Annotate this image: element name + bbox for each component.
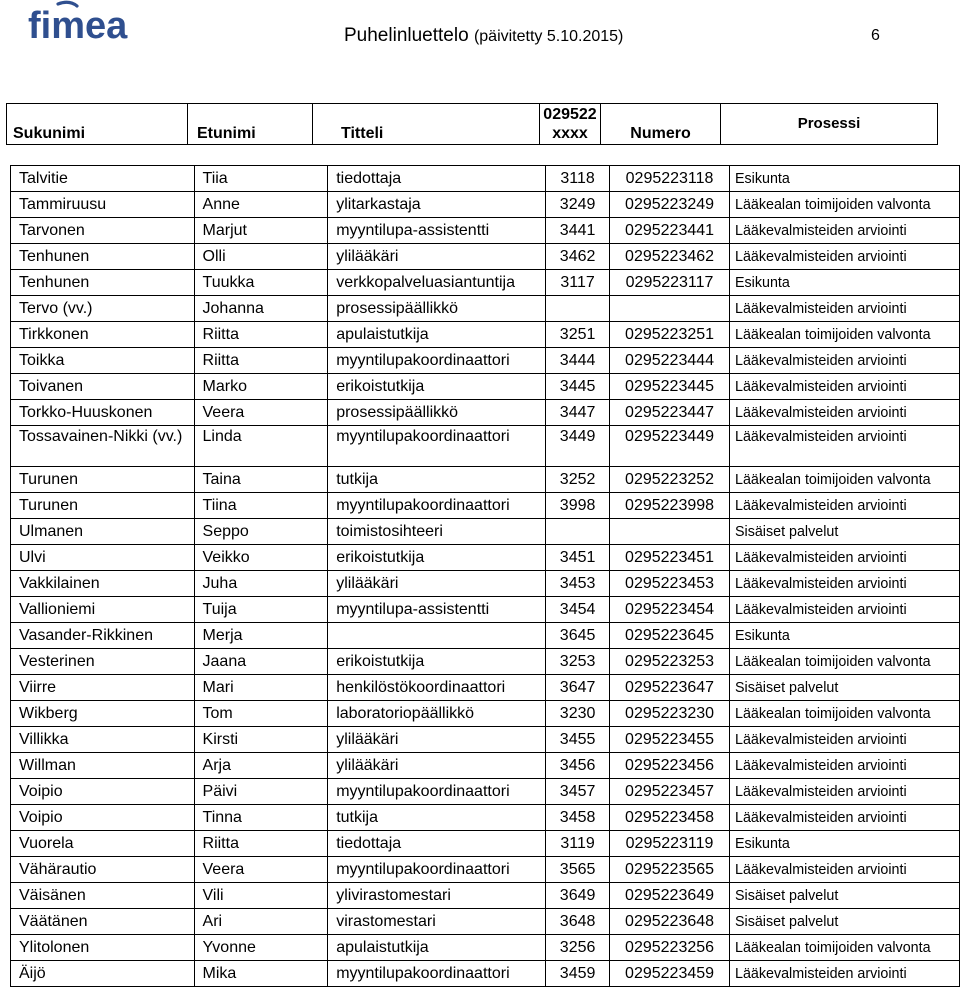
process-cell: Lääkevalmisteiden arviointi <box>730 961 960 987</box>
table-row <box>11 571 960 597</box>
column-header-row <box>7 104 938 145</box>
firstname-cell: Tiina <box>194 493 328 519</box>
firstname-cell: Jaana <box>194 649 328 675</box>
process-cell: Esikunta <box>730 166 960 192</box>
surname-cell: Turunen <box>11 493 195 519</box>
firstname-cell: Linda <box>194 426 328 467</box>
surname-cell: Wikberg <box>11 701 195 727</box>
phone-number-cell: 0295223462 <box>610 244 730 270</box>
title-cell: myyntilupa-assistentti <box>328 597 546 623</box>
firstname-cell: Veera <box>194 400 328 426</box>
surname-cell: Torkko-Huuskonen <box>11 400 195 426</box>
table-row <box>11 166 960 192</box>
title-cell: myyntilupakoordinaattori <box>328 348 546 374</box>
title-cell: apulaistutkija <box>328 322 546 348</box>
table-row <box>11 322 960 348</box>
extension-cell: 3230 <box>546 701 610 727</box>
table-row <box>11 597 960 623</box>
table-row <box>11 623 960 649</box>
surname-cell: Villikka <box>11 727 195 753</box>
table-row <box>11 883 960 909</box>
surname-cell: Tarvonen <box>11 218 195 244</box>
surname-cell: Tenhunen <box>11 270 195 296</box>
title-cell: myyntilupakoordinaattori <box>328 779 546 805</box>
extension-cell: 3444 <box>546 348 610 374</box>
title-cell: virastomestari <box>328 909 546 935</box>
process-cell: Lääkealan toimijoiden valvonta <box>730 649 960 675</box>
phone-number-cell: 0295223256 <box>610 935 730 961</box>
column-header-table <box>6 103 938 145</box>
phone-number-cell: 0295223249 <box>610 192 730 218</box>
phone-number-cell: 0295223117 <box>610 270 730 296</box>
firstname-cell: Ari <box>194 909 328 935</box>
phone-number-cell: 0295223565 <box>610 857 730 883</box>
extension-cell: 3649 <box>546 883 610 909</box>
process-cell: Sisäiset palvelut <box>730 883 960 909</box>
surname-cell: Ulvi <box>11 545 195 571</box>
extension-cell: 3456 <box>546 753 610 779</box>
extension-cell: 3251 <box>546 322 610 348</box>
process-cell: Lääkevalmisteiden arviointi <box>730 779 960 805</box>
fimea-logo-mark <box>28 0 153 48</box>
phone-number-cell: 0295223454 <box>610 597 730 623</box>
table-row <box>11 545 960 571</box>
process-cell: Lääkealan toimijoiden valvonta <box>730 467 960 493</box>
firstname-cell: Tuija <box>194 597 328 623</box>
phone-number-cell: 0295223230 <box>610 701 730 727</box>
table-row <box>11 296 960 322</box>
table-row <box>11 493 960 519</box>
surname-cell: Tossavainen-Nikki (vv.) <box>11 426 195 467</box>
title-cell: prosessipäällikkö <box>328 400 546 426</box>
phone-number-cell: 0295223252 <box>610 467 730 493</box>
title-cell: ylivirastomestari <box>328 883 546 909</box>
table-row <box>11 831 960 857</box>
phone-directory-table <box>10 165 960 987</box>
title-cell: henkilöstökoordinaattori <box>328 675 546 701</box>
process-cell: Lääkevalmisteiden arviointi <box>730 571 960 597</box>
firstname-cell: Taina <box>194 467 328 493</box>
firstname-cell: Mika <box>194 961 328 987</box>
surname-cell: Vallioniemi <box>11 597 195 623</box>
phone-number-cell: 0295223253 <box>610 649 730 675</box>
firstname-cell: Tinna <box>194 805 328 831</box>
extension-cell: 3118 <box>546 166 610 192</box>
title-cell: myyntilupakoordinaattori <box>328 493 546 519</box>
firstname-cell: Merja <box>194 623 328 649</box>
surname-cell: Vesterinen <box>11 649 195 675</box>
table-row <box>11 270 960 296</box>
table-row <box>11 192 960 218</box>
header-number: Numero <box>601 104 721 145</box>
table-row <box>11 935 960 961</box>
surname-cell: Ulmanen <box>11 519 195 545</box>
process-cell: Lääkealan toimijoiden valvonta <box>730 322 960 348</box>
process-cell: Lääkevalmisteiden arviointi <box>730 597 960 623</box>
surname-cell: Viirre <box>11 675 195 701</box>
title-cell: erikoistutkija <box>328 374 546 400</box>
header-firstname: Etunimi <box>188 104 313 145</box>
firstname-cell: Päivi <box>194 779 328 805</box>
phone-number-cell: 0295223998 <box>610 493 730 519</box>
header-surname: Sukunimi <box>7 104 188 145</box>
title-cell: ylilääkäri <box>328 571 546 597</box>
header-ext-prefix: 029522 <box>543 106 597 123</box>
phone-number-cell: 0295223647 <box>610 675 730 701</box>
logo-text: fimea <box>28 5 128 47</box>
surname-cell: Turunen <box>11 467 195 493</box>
extension-cell: 3647 <box>546 675 610 701</box>
firstname-cell: Vili <box>194 883 328 909</box>
surname-cell: Tenhunen <box>11 244 195 270</box>
phone-number-cell: 0295223447 <box>610 400 730 426</box>
extension-cell: 3253 <box>546 649 610 675</box>
phone-number-cell: 0295223456 <box>610 753 730 779</box>
extension-cell: 3453 <box>546 571 610 597</box>
phone-number-cell: 0295223459 <box>610 961 730 987</box>
phone-number-cell: 0295223119 <box>610 831 730 857</box>
phone-number-cell: 0295223455 <box>610 727 730 753</box>
extension-cell: 3457 <box>546 779 610 805</box>
phone-number-cell <box>610 519 730 545</box>
surname-cell: Toivanen <box>11 374 195 400</box>
process-cell: Lääkealan toimijoiden valvonta <box>730 701 960 727</box>
extension-cell: 3447 <box>546 400 610 426</box>
header-title: Titteli <box>313 104 540 145</box>
firstname-cell: Riitta <box>194 348 328 374</box>
table-row <box>11 519 960 545</box>
extension-cell: 3451 <box>546 545 610 571</box>
title-cell: toimistosihteeri <box>328 519 546 545</box>
surname-cell: Vähärautio <box>11 857 195 883</box>
title-cell <box>328 623 546 649</box>
surname-cell: Ylitolonen <box>11 935 195 961</box>
title-cell: myyntilupakoordinaattori <box>328 961 546 987</box>
firstname-cell: Kirsti <box>194 727 328 753</box>
process-cell: Lääkealan toimijoiden valvonta <box>730 192 960 218</box>
phone-number-cell: 0295223251 <box>610 322 730 348</box>
phone-number-cell: 0295223441 <box>610 218 730 244</box>
firstname-cell: Riitta <box>194 322 328 348</box>
process-cell: Lääkevalmisteiden arviointi <box>730 348 960 374</box>
process-cell: Lääkevalmisteiden arviointi <box>730 753 960 779</box>
title-cell: erikoistutkija <box>328 545 546 571</box>
surname-cell: Vuorela <box>11 831 195 857</box>
extension-cell: 3645 <box>546 623 610 649</box>
table-row <box>11 348 960 374</box>
surname-cell: Voipio <box>11 779 195 805</box>
process-cell: Lääkevalmisteiden arviointi <box>730 244 960 270</box>
phone-number-cell <box>610 296 730 322</box>
table-row <box>11 727 960 753</box>
surname-cell: Tammiruusu <box>11 192 195 218</box>
firstname-cell: Mari <box>194 675 328 701</box>
surname-cell: Väätänen <box>11 909 195 935</box>
firstname-cell: Veikko <box>194 545 328 571</box>
extension-cell: 3459 <box>546 961 610 987</box>
header-ext-suffix: xxxx <box>552 125 588 142</box>
table-row <box>11 244 960 270</box>
page-number: 6 <box>871 27 880 44</box>
firstname-cell: Yvonne <box>194 935 328 961</box>
document-title <box>344 25 623 47</box>
header-extension <box>540 104 601 145</box>
process-cell: Lääkevalmisteiden arviointi <box>730 727 960 753</box>
process-cell: Esikunta <box>730 831 960 857</box>
process-cell: Lääkevalmisteiden arviointi <box>730 857 960 883</box>
table-row <box>11 961 960 987</box>
title-cell: tutkija <box>328 467 546 493</box>
title-cell: myyntilupa-assistentti <box>328 218 546 244</box>
extension-cell: 3458 <box>546 805 610 831</box>
process-cell: Lääkevalmisteiden arviointi <box>730 805 960 831</box>
title-cell: myyntilupakoordinaattori <box>328 426 546 467</box>
title-cell: ylitarkastaja <box>328 192 546 218</box>
firstname-cell: Tiia <box>194 166 328 192</box>
title-cell: ylilääkäri <box>328 753 546 779</box>
title-cell: ylilääkäri <box>328 244 546 270</box>
extension-cell <box>546 519 610 545</box>
extension-cell: 3249 <box>546 192 610 218</box>
extension-cell: 3252 <box>546 467 610 493</box>
title-cell: myyntilupakoordinaattori <box>328 857 546 883</box>
title-cell: verkkopalveluasiantuntija <box>328 270 546 296</box>
firstname-cell: Tom <box>194 701 328 727</box>
title-cell: tiedottaja <box>328 831 546 857</box>
firstname-cell: Arja <box>194 753 328 779</box>
extension-cell: 3449 <box>546 426 610 467</box>
phone-number-cell: 0295223449 <box>610 426 730 467</box>
title-cell: prosessipäällikkö <box>328 296 546 322</box>
process-cell: Lääkevalmisteiden arviointi <box>730 400 960 426</box>
table-row <box>11 753 960 779</box>
process-cell: Sisäiset palvelut <box>730 675 960 701</box>
extension-cell: 3565 <box>546 857 610 883</box>
title-cell: laboratoriopäällikkö <box>328 701 546 727</box>
surname-cell: Willman <box>11 753 195 779</box>
table-row <box>11 779 960 805</box>
title-cell: tiedottaja <box>328 166 546 192</box>
phone-number-cell: 0295223453 <box>610 571 730 597</box>
extension-cell: 3648 <box>546 909 610 935</box>
surname-cell: Vakkilainen <box>11 571 195 597</box>
process-cell: Lääkevalmisteiden arviointi <box>730 218 960 244</box>
firstname-cell: Riitta <box>194 831 328 857</box>
firstname-cell: Seppo <box>194 519 328 545</box>
process-cell: Sisäiset palvelut <box>730 909 960 935</box>
surname-cell: Tirkkonen <box>11 322 195 348</box>
process-cell: Lääkevalmisteiden arviointi <box>730 296 960 322</box>
firstname-cell: Tuukka <box>194 270 328 296</box>
table-row <box>11 909 960 935</box>
process-cell: Lääkealan toimijoiden valvonta <box>730 935 960 961</box>
phone-number-cell: 0295223451 <box>610 545 730 571</box>
firstname-cell: Johanna <box>194 296 328 322</box>
process-cell: Lääkevalmisteiden arviointi <box>730 545 960 571</box>
table-row <box>11 426 960 467</box>
extension-cell: 3119 <box>546 831 610 857</box>
firstname-cell: Marko <box>194 374 328 400</box>
surname-cell: Vasander-Rikkinen <box>11 623 195 649</box>
process-cell: Esikunta <box>730 270 960 296</box>
surname-cell: Äijö <box>11 961 195 987</box>
table-row <box>11 649 960 675</box>
updated-date: (päivitetty 5.10.2015) <box>473 28 624 45</box>
phone-number-cell: 0295223457 <box>610 779 730 805</box>
table-row <box>11 805 960 831</box>
title-cell: ylilääkäri <box>328 727 546 753</box>
process-cell: Lääkevalmisteiden arviointi <box>730 493 960 519</box>
phone-number-cell: 0295223444 <box>610 348 730 374</box>
title-cell: apulaistutkija <box>328 935 546 961</box>
extension-cell: 3117 <box>546 270 610 296</box>
extension-cell: 3256 <box>546 935 610 961</box>
firstname-cell: Juha <box>194 571 328 597</box>
surname-cell: Väisänen <box>11 883 195 909</box>
title-cell: erikoistutkija <box>328 649 546 675</box>
surname-cell: Talvitie <box>11 166 195 192</box>
table-row <box>11 675 960 701</box>
surname-cell: Voipio <box>11 805 195 831</box>
header-process: Prosessi <box>721 104 938 145</box>
extension-cell: 3462 <box>546 244 610 270</box>
extension-cell: 3441 <box>546 218 610 244</box>
extension-cell: 3998 <box>546 493 610 519</box>
table-row <box>11 857 960 883</box>
process-cell: Esikunta <box>730 623 960 649</box>
table-row <box>11 701 960 727</box>
title-cell: tutkija <box>328 805 546 831</box>
phone-number-cell: 0295223118 <box>610 166 730 192</box>
table-row <box>11 400 960 426</box>
extension-cell: 3455 <box>546 727 610 753</box>
phone-number-cell: 0295223445 <box>610 374 730 400</box>
phone-number-cell: 0295223645 <box>610 623 730 649</box>
title-text: Puhelinluettelo <box>344 25 469 46</box>
extension-cell: 3454 <box>546 597 610 623</box>
phone-number-cell: 0295223648 <box>610 909 730 935</box>
phone-number-cell: 0295223649 <box>610 883 730 909</box>
process-cell: Sisäiset palvelut <box>730 519 960 545</box>
firstname-cell: Veera <box>194 857 328 883</box>
surname-cell: Toikka <box>11 348 195 374</box>
table-row <box>11 374 960 400</box>
firstname-cell: Marjut <box>194 218 328 244</box>
table-row <box>11 467 960 493</box>
extension-cell: 3445 <box>546 374 610 400</box>
surname-cell: Tervo (vv.) <box>11 296 195 322</box>
table-row <box>11 218 960 244</box>
process-cell: Lääkevalmisteiden arviointi <box>730 374 960 400</box>
firstname-cell: Anne <box>194 192 328 218</box>
firstname-cell: Olli <box>194 244 328 270</box>
extension-cell <box>546 296 610 322</box>
process-cell: Lääkevalmisteiden arviointi <box>730 426 960 467</box>
phone-number-cell: 0295223458 <box>610 805 730 831</box>
